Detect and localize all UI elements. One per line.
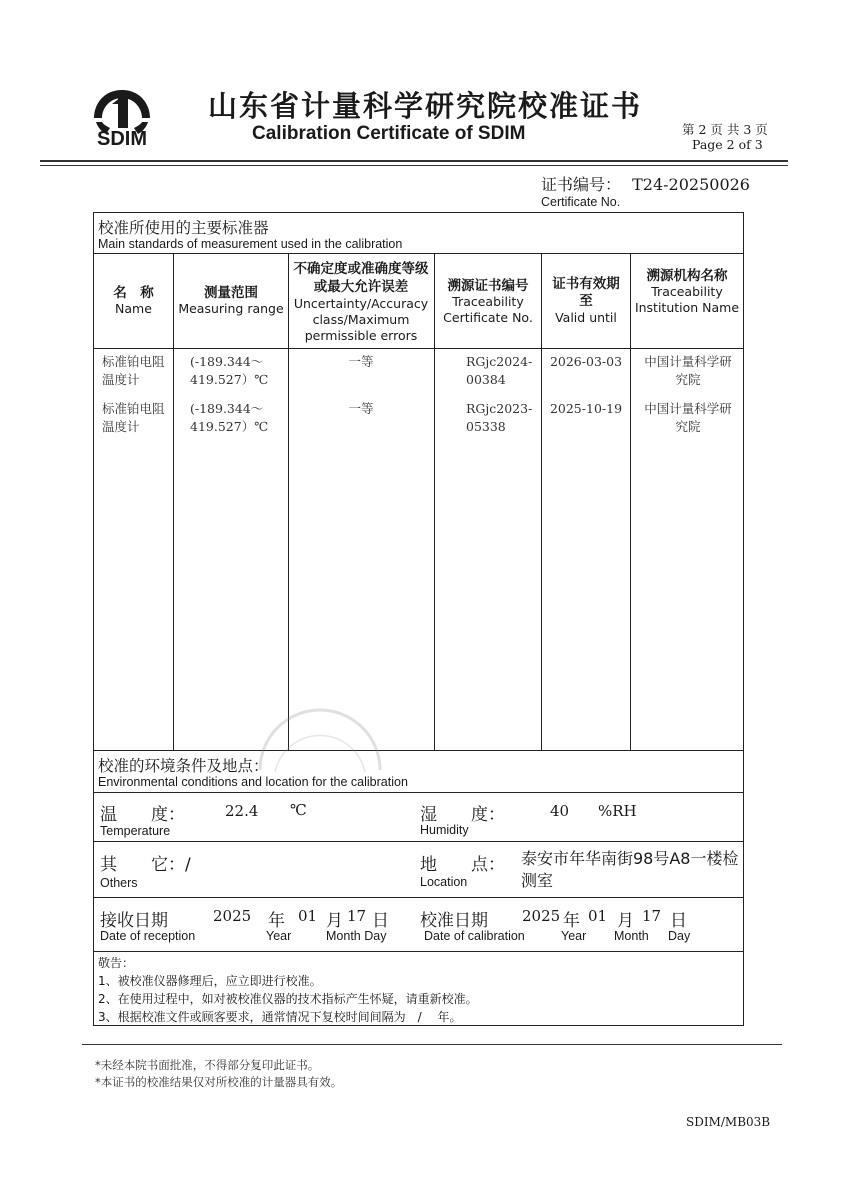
certificate-number [541,172,750,195]
table-row-2-valid: 2025-10-19 [549,401,623,416]
reception-month-day-english: Month Day [326,929,387,943]
page-number-english: Page 2 of 3 [692,137,763,152]
table-row-2-cert: RGjc2023-05338 [466,401,533,434]
column-divider [288,253,289,750]
form-code: SDIM/MB03B [686,1115,771,1129]
calibration-date-label-english: Date of calibration [424,929,525,943]
calibration-year-unit: 年 [563,911,580,931]
table-row-2-range: (-189.344～419.527）℃ [190,401,269,434]
column-header-range: 测量范围 Measuring range [178,285,284,316]
column-header-valid-until: 证书有效期至 Valid until [552,276,620,325]
table-row-2-accuracy: 一等 [348,401,374,416]
table-row-1-name: 标准铂电阻温度计 [102,354,165,387]
certificate-number-value: T24-20250026 [632,175,750,194]
notice-title: 敬告： [98,956,135,970]
calibration-year: 2025 [522,907,561,925]
others-label: 其 它：/ [100,855,191,875]
column-divider [173,253,174,750]
calibration-month: 01 [588,907,608,925]
environment-title-english: Environmental conditions and location for the calibration [98,775,408,789]
calibration-day: 17 [642,907,662,925]
footer-note-2: *本证书的校准结果仅对所校准的计量器具有效。 [95,1075,343,1089]
divider [93,792,744,793]
column-header-traceability-cert: 溯源证书编号 Traceability Certificate No. [443,278,533,325]
calibration-month-english: Month [614,929,649,943]
standards-title-english: Main standards of measurement used in the calibration [98,237,403,251]
title-english: Calibration Certificate of SDIM [252,123,526,144]
table-row-1-accuracy: 一等 [348,354,374,369]
column-header-name: 名 称 Name [113,285,154,316]
column-divider [541,253,542,750]
reception-date-label: 接收日期 [100,911,168,931]
table-row-1-range: (-189.344～419.527）℃ [190,354,269,387]
reception-year: 2025 [213,907,252,925]
humidity-label-english: Humidity [420,823,469,837]
page-number-chinese: 第 2 页 共 3 页 [682,122,768,137]
temperature-unit: ℃ [290,801,307,819]
header-rule-thin [40,165,788,166]
temperature-label-english: Temperature [100,824,171,838]
notice-item: 3、根据校准文件或顾客要求，通常情况下复校时间间隔为 / 年。 [98,1010,462,1024]
footer-rule [82,1044,782,1045]
reception-day: 17 [347,907,367,925]
logo-text: SDIM [97,128,147,150]
calibration-year-english: Year [561,929,587,943]
location-value: 泰安市年华南街98号A8一楼检测室 [521,849,739,890]
divider [93,951,744,952]
divider [93,897,744,898]
table-row-1-valid: 2026-03-03 [549,354,623,369]
location-label: 地 点： [420,855,505,875]
calibration-date-label: 校准日期 [420,911,488,931]
location-label-english: Location [420,875,468,889]
table-row-2-institution: 中国计量科学研究院 [644,401,732,434]
column-divider [630,253,631,750]
table-row-1-institution: 中国计量科学研究院 [644,354,732,387]
temperature-label: 温 度： [100,805,185,825]
environment-title: 校准的环境条件及地点： [98,757,269,775]
humidity-label: 湿 度： [420,805,505,825]
others-label-english: Others [100,876,138,890]
column-header-institution: 溯源机构名称 Traceability Institution Name [634,268,740,315]
divider [93,253,744,254]
notice-block [98,954,478,1026]
temperature-value: 22.4 [225,802,259,820]
divider [93,348,744,349]
divider [93,841,744,842]
header-rule [40,160,788,162]
notice-item: 1、被校准仪器修理后，应立即进行校准。 [98,974,322,988]
calibration-day-unit: 日 [670,911,687,931]
notice-item: 2、在使用过程中，如对被校准仪器的技术指标产生怀疑，请重新校准。 [98,992,478,1006]
standards-title: 校准所使用的主要标准器 [98,219,269,237]
reception-month-unit: 月 [326,911,343,931]
calibration-day-english: Day [668,929,691,943]
humidity-value: 40 [550,802,570,820]
table-row-1-cert: RGjc2024-00384 [466,354,533,387]
certificate-number-label: 证书编号： [541,175,622,194]
reception-day-unit: 日 [372,911,389,931]
calibration-month-unit: 月 [617,911,634,931]
table-row-2-name: 标准铂电阻温度计 [102,401,165,434]
column-header-accuracy: 不确定度或准确度等级或最大允许误差 Uncertainty/Accuracy class/Maximum permissible errors [293,261,429,343]
humidity-unit: %RH [598,802,637,820]
footer-note-1: *未经本院书面批准，不得部分复印此证书。 [95,1058,320,1072]
reception-date-label-english: Date of reception [100,929,196,943]
reception-year-unit: 年 [268,911,285,931]
reception-year-english: Year [266,929,292,943]
reception-month: 01 [298,907,318,925]
column-divider [434,253,435,750]
certificate-number-label-english: Certificate No. [541,195,621,209]
divider [93,750,744,751]
title-chinese: 山东省计量科学研究院校准证书 [208,89,643,123]
